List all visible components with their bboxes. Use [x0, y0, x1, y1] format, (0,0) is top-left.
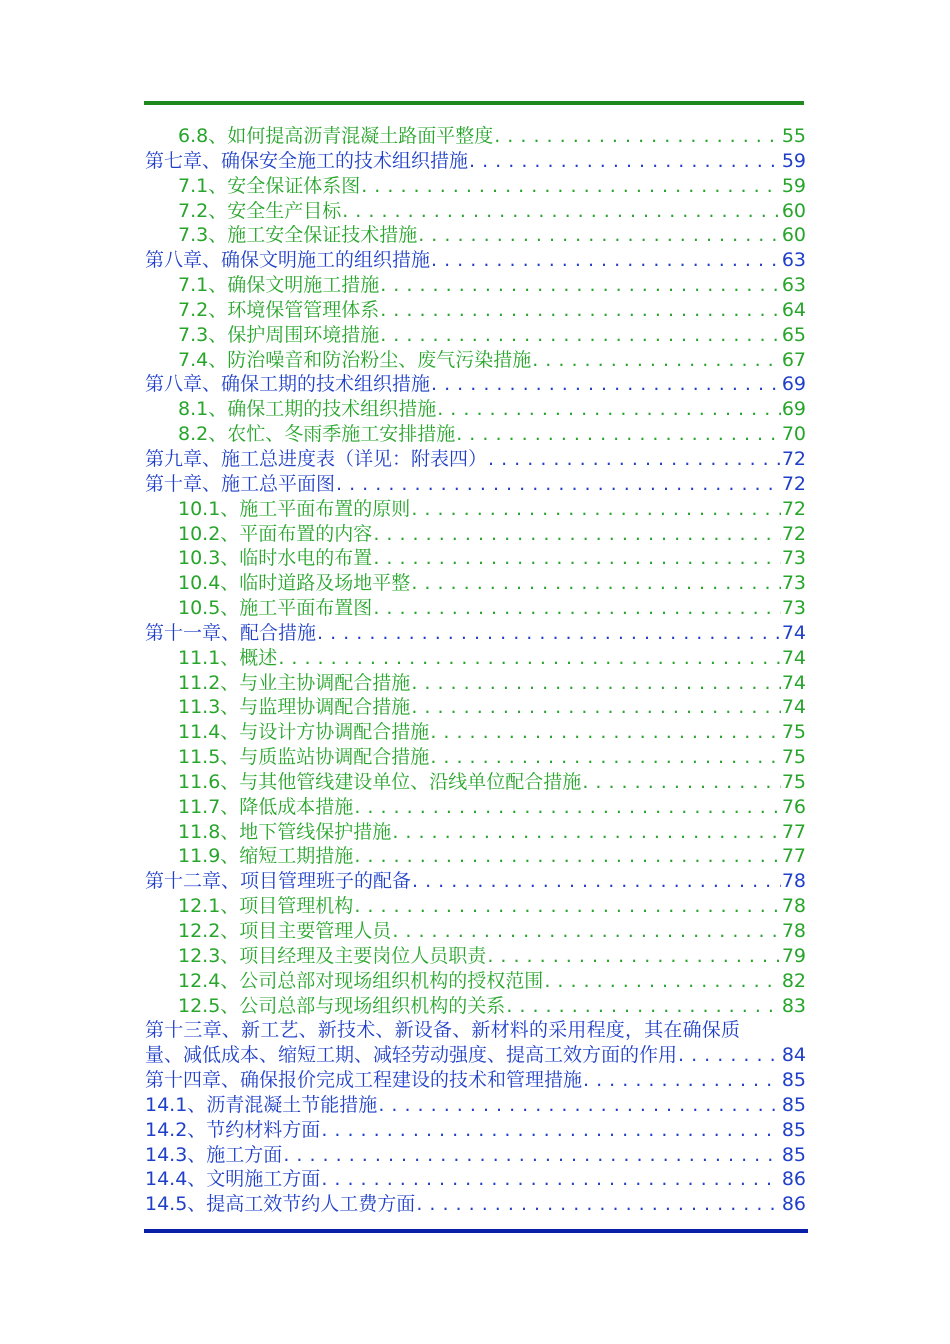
toc-entry-title: 11.3、与监理协调配合措施	[178, 696, 411, 719]
toc-entry-title: 第十三章、新工艺、新技术、新设备、新材料的采用程度，其在确保质	[145, 1019, 741, 1042]
toc-entry-page: 64	[781, 298, 806, 321]
toc-entry[interactable]	[145, 447, 806, 472]
toc-entry-page: 72	[781, 497, 806, 520]
toc-entry[interactable]	[145, 273, 806, 298]
dot-leader	[431, 372, 781, 397]
dot-leader	[321, 1118, 781, 1143]
dot-leader	[378, 1093, 781, 1118]
toc-entry[interactable]	[145, 546, 806, 571]
dot-leader	[532, 348, 781, 373]
dot-leader	[416, 1192, 781, 1217]
toc-entry-title: 6.8、如何提高沥青混凝土路面平整度	[178, 125, 494, 147]
dot-leader	[437, 397, 781, 422]
dot-leader	[487, 944, 781, 969]
toc-entry-page: 86	[781, 1168, 806, 1191]
toc-entry[interactable]	[145, 298, 806, 323]
toc-entry-title: 第八章、确保文明施工的组织措施	[145, 249, 431, 272]
toc-entry-title: 7.1、确保文明施工措施	[178, 274, 380, 297]
toc-entry[interactable]	[145, 720, 806, 745]
toc-entry-page: 83	[781, 994, 806, 1017]
toc-entry-title: 量、减低成本、缩短工期、减轻劳动强度、提高工效方面的作用	[145, 1044, 678, 1067]
toc-entry[interactable]	[145, 248, 806, 273]
toc-entry-page: 55	[781, 125, 806, 147]
dot-leader	[373, 596, 781, 621]
toc-entry-title: 11.9、缩短工期措施	[178, 845, 354, 868]
toc-entry-page: 69	[781, 398, 806, 421]
toc-entry-title: 11.4、与设计方协调配合措施	[178, 721, 430, 744]
toc-entry-page: 75	[781, 746, 806, 769]
toc-entry-page: 78	[781, 920, 806, 942]
toc-entry-title: 8.2、农忙、冬雨季施工安排措施	[178, 423, 456, 446]
toc-entry-page: 85	[781, 1118, 806, 1141]
header-rule	[144, 101, 804, 105]
toc-entry-page: 73	[781, 597, 806, 620]
toc-entry-page: 85	[781, 1069, 806, 1092]
toc-entry[interactable]	[145, 820, 806, 845]
toc-entry[interactable]	[145, 969, 806, 994]
toc-entry[interactable]	[145, 422, 806, 447]
toc-entry-title: 7.4、防治噪音和防治粉尘、废气污染措施	[178, 348, 532, 371]
toc-entry-title: 10.5、施工平面布置图	[178, 597, 373, 620]
toc-entry[interactable]	[145, 522, 806, 547]
dot-leader	[469, 149, 781, 174]
toc-entry-title: 第十四章、确保报价完成工程建设的技术和管理措施	[145, 1069, 583, 1092]
toc-entry[interactable]	[145, 1192, 806, 1217]
dot-leader	[373, 546, 781, 571]
toc-entry-title: 11.7、降低成本措施	[178, 795, 354, 818]
toc-entry-title: 14.2、节约材料方面	[145, 1118, 321, 1141]
toc-entry-page: 73	[781, 547, 806, 570]
toc-entry[interactable]	[145, 869, 806, 894]
toc-entry-title: 10.1、施工平面布置的原则	[178, 497, 411, 520]
toc-entry-page: 60	[781, 224, 806, 247]
dot-leader	[456, 422, 781, 447]
toc-entry-page: 75	[781, 770, 806, 793]
dot-leader	[380, 298, 781, 323]
dot-leader	[373, 522, 781, 547]
toc-entry-title: 12.4、公司总部对现场组织机构的授权范围	[178, 969, 544, 992]
toc-entry[interactable]	[145, 199, 806, 224]
dot-leader	[336, 472, 781, 497]
toc-entry[interactable]	[145, 472, 806, 497]
toc-entry[interactable]	[145, 671, 806, 696]
dot-leader	[582, 770, 781, 795]
toc-entry-title: 7.2、环境保管管理体系	[178, 298, 380, 321]
dot-leader	[317, 621, 781, 646]
toc-entry[interactable]	[145, 372, 806, 397]
toc-entry-title: 第十章、施工总平面图	[145, 472, 336, 495]
toc-entry[interactable]	[145, 149, 806, 174]
toc-entry-page: 78	[781, 870, 806, 893]
dot-leader	[278, 646, 781, 671]
toc-entry-page: 74	[781, 671, 806, 694]
toc-entry[interactable]	[145, 323, 806, 348]
toc-entry[interactable]	[145, 621, 806, 646]
toc-entry-page: 72	[781, 472, 806, 495]
toc-entry-title: 12.2、项目主要管理人员	[178, 920, 392, 942]
toc-entry-page: 85	[781, 1093, 806, 1116]
dot-leader	[380, 323, 781, 348]
toc-entry-title: 第九章、施工总进度表（详见：附表四）	[145, 447, 488, 470]
dot-leader	[418, 223, 781, 248]
dot-leader	[392, 820, 781, 845]
toc-entry[interactable]	[145, 844, 806, 869]
dot-leader	[506, 994, 781, 1019]
toc-entry-title: 14.4、文明施工方面	[145, 1168, 321, 1191]
toc-entry-page: 78	[781, 895, 806, 918]
dot-leader	[361, 174, 781, 199]
toc-entry-page: 59	[781, 174, 806, 197]
dot-leader	[392, 919, 781, 944]
toc-entry-page: 73	[781, 572, 806, 595]
dot-leader	[411, 671, 781, 696]
dot-leader	[430, 745, 781, 770]
toc-entry-title: 10.4、临时道路及场地平整	[178, 572, 411, 595]
toc-entry[interactable]	[145, 596, 806, 621]
dot-leader	[430, 720, 781, 745]
toc-entry-title: 11.6、与其他管线建设单位、沿线单位配合措施	[178, 770, 582, 793]
toc-entry-page: 63	[781, 249, 806, 272]
dot-leader	[544, 969, 781, 994]
toc-entry-title: 第十二章、项目管理班子的配备	[145, 870, 412, 893]
toc-entry[interactable]	[145, 223, 806, 248]
toc-entry-page: 86	[781, 1193, 806, 1216]
toc-entry-title: 12.5、公司总部与现场组织机构的关系	[178, 994, 506, 1017]
dot-leader	[342, 199, 781, 224]
footer-rule	[144, 1229, 808, 1233]
toc-entry-title: 7.2、安全生产目标	[178, 199, 342, 222]
toc-entry-title: 10.3、临时水电的布置	[178, 547, 373, 570]
toc-entry-title: 14.3、施工方面	[145, 1143, 283, 1166]
toc-entry[interactable]	[145, 1093, 806, 1118]
toc-entry-title: 10.2、平面布置的内容	[178, 522, 373, 545]
toc-entry-page: 72	[781, 447, 806, 470]
toc-entry-page: 63	[781, 274, 806, 297]
toc-entry[interactable]	[145, 795, 806, 820]
toc-entry[interactable]	[145, 174, 806, 199]
dot-leader	[678, 1043, 781, 1068]
dot-leader	[283, 1143, 781, 1168]
toc-entry-page: 74	[781, 696, 806, 719]
dot-leader	[321, 1167, 781, 1192]
toc-entry-title: 11.2、与业主协调配合措施	[178, 671, 411, 694]
table-of-contents	[145, 124, 806, 1217]
toc-entry-page: 65	[781, 323, 806, 346]
toc-entry-page: 70	[781, 423, 806, 446]
dot-leader	[583, 1068, 781, 1093]
toc-entry[interactable]	[145, 1143, 806, 1168]
toc-entry[interactable]	[145, 1018, 806, 1043]
dot-leader	[354, 844, 781, 869]
toc-entry[interactable]	[145, 646, 806, 671]
dot-leader	[412, 869, 781, 894]
toc-entry[interactable]	[145, 124, 806, 149]
toc-entry-page: 77	[781, 845, 806, 868]
toc-entry-page: 69	[781, 373, 806, 396]
toc-entry[interactable]	[145, 745, 806, 770]
dot-leader	[411, 497, 781, 522]
toc-entry[interactable]	[145, 571, 806, 596]
toc-entry[interactable]	[145, 695, 806, 720]
dot-leader	[411, 571, 781, 596]
toc-entry-title: 7.3、施工安全保证技术措施	[178, 224, 418, 247]
toc-entry-page: 79	[781, 944, 806, 967]
toc-entry[interactable]	[145, 1043, 806, 1068]
toc-entry-title: 12.1、项目管理机构	[178, 895, 354, 918]
toc-entry[interactable]	[145, 497, 806, 522]
dot-leader	[354, 894, 781, 919]
toc-entry-title: 第七章、确保安全施工的技术组织措施	[145, 149, 469, 172]
toc-entry-title: 11.8、地下管线保护措施	[178, 820, 392, 843]
toc-entry-title: 7.3、保护周围环境措施	[178, 323, 380, 346]
toc-entry-title: 14.1、沥青混凝土节能措施	[145, 1093, 378, 1116]
toc-entry[interactable]	[145, 994, 806, 1019]
toc-entry-page: 75	[781, 721, 806, 744]
toc-entry[interactable]	[145, 397, 806, 422]
toc-entry-page: 85	[781, 1143, 806, 1166]
dot-leader	[380, 273, 781, 298]
toc-entry-page: 74	[781, 646, 806, 669]
toc-entry-page: 67	[781, 348, 806, 371]
toc-entry[interactable]	[145, 1167, 806, 1192]
toc-entry-page: 77	[781, 820, 806, 843]
toc-entry-page: 82	[781, 969, 806, 992]
toc-entry[interactable]	[145, 1068, 806, 1093]
toc-entry[interactable]	[145, 770, 806, 795]
toc-entry[interactable]	[145, 894, 806, 919]
toc-entry-title: 11.5、与质监站协调配合措施	[178, 746, 430, 769]
toc-entry-title: 7.1、安全保证体系图	[178, 174, 361, 197]
toc-entry-page: 59	[781, 149, 806, 172]
toc-entry-title: 第十一章、配合措施	[145, 621, 317, 644]
toc-entry-page: 84	[781, 1044, 806, 1067]
toc-entry[interactable]	[145, 944, 806, 969]
toc-entry[interactable]	[145, 919, 806, 944]
dot-leader	[431, 248, 781, 273]
toc-entry-title: 第八章、确保工期的技术组织措施	[145, 373, 431, 396]
toc-entry-title: 14.5、提高工效节约人工费方面	[145, 1193, 416, 1216]
toc-entry-page: 60	[781, 199, 806, 222]
toc-entry[interactable]	[145, 348, 806, 373]
toc-entry-title: 8.1、确保工期的技术组织措施	[178, 398, 437, 421]
toc-entry-title: 11.1、概述	[178, 646, 278, 669]
toc-entry-page: 76	[781, 795, 806, 818]
toc-entry[interactable]	[145, 1118, 806, 1143]
dot-leader	[488, 447, 781, 472]
toc-entry-title: 12.3、项目经理及主要岗位人员职责	[178, 944, 487, 967]
dot-leader	[411, 695, 781, 720]
toc-entry-page: 72	[781, 522, 806, 545]
toc-entry-page: 74	[781, 621, 806, 644]
dot-leader	[494, 124, 781, 149]
dot-leader	[354, 795, 781, 820]
